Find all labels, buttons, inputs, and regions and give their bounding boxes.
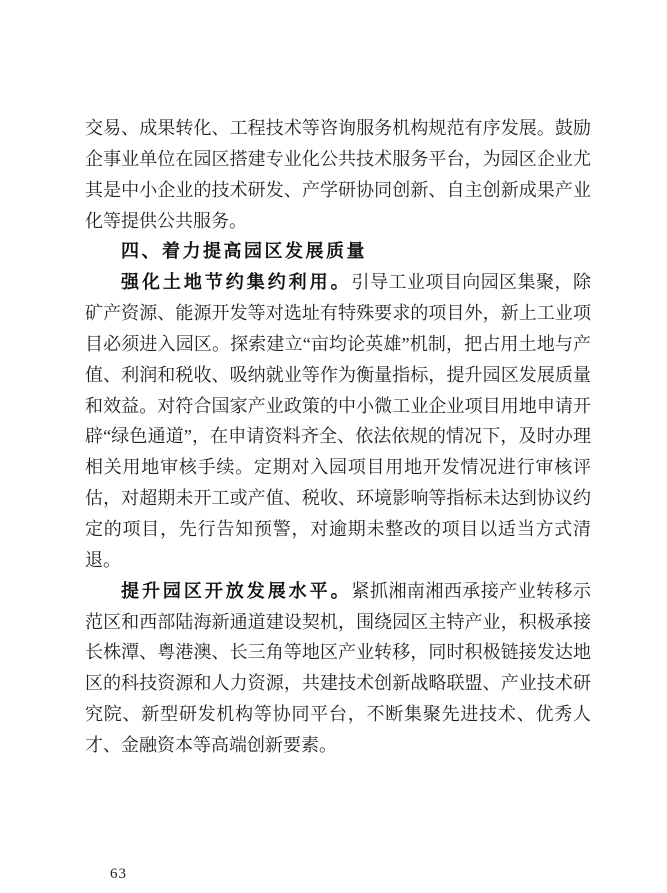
page-number: 63 xyxy=(110,866,127,882)
paragraph-continuation: 交易、成果转化、工程技术等咨询服务机构规范有序发展。鼓励企事业单位在园区搭建专业化公共技术服务平台，为园区企业尤其是中小企业的技术研发、产学研协同创新、自主创新成果产业化等提供公共服务。 xyxy=(85,118,591,231)
paragraph-land-use xyxy=(85,267,591,575)
paragraph-land-use-lead: 强化土地节约集约利用。 xyxy=(121,272,352,293)
paragraph-open-development-lead: 提升园区开放发展水平。 xyxy=(121,580,352,601)
section-heading: 四、着力提高园区发展质量 xyxy=(121,241,367,262)
document-body xyxy=(85,113,591,761)
paragraph-land-use-text: 引导工业项目向园区集聚，除矿产资源、能源开发等对选址有特殊要求的项目外，新上工业项目必须进入园区。探索建立“亩均论英雄”机制，把占用土地与产值、利润和税收、吸纳就业等作为衡量指标，提升园区发展质量和效益。对符合国家产业政策的中小微工业企业项目用地申请开辟“绿色通道”，在申请资料齐全、依法依规的情况下，及时办理相关用地审核手续。定期对入园项目用地开发情况进行审核评估，对超期未开工或产值、税收、环境影响等指标未达到协议约定的项目，先行告知预警，对逾期未整改的项目以适当方式清退。 xyxy=(85,272,592,570)
paragraph-open-development-text: 紧抓湘南湘西承接产业转移示范区和西部陆海新通道建设契机，围绕园区主特产业，积极承接长株潭、粤港澳、长三角等地区产业转移，同时积极链接发达地区的科技资源和人力资源，共建技术创新战略联盟、产业技术研究院、新型研发机构等协同平台，不断集聚先进技术、优秀人才、金融资本等高端创新要素。 xyxy=(85,580,592,755)
paragraph-open-development xyxy=(85,576,591,761)
